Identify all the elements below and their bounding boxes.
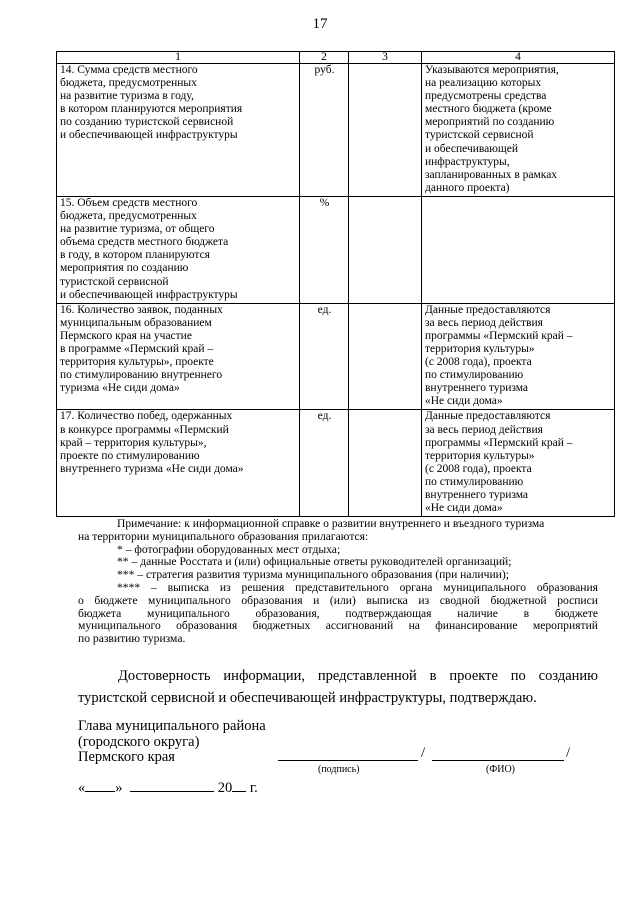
confirmation-line: Достоверность информации, представленной в проекте по созданию: [118, 668, 598, 684]
unit-cell: %: [300, 196, 349, 303]
cell-text-line: туристской сервисной: [60, 275, 169, 288]
table-row: [57, 303, 615, 410]
month-field[interactable]: [130, 778, 214, 792]
year-prefix: 20: [217, 780, 233, 796]
cell-text-line: бюджета, предусмотренных: [60, 210, 197, 223]
value-cell: [349, 64, 422, 197]
cell-text-line: территория культуры»: [425, 342, 535, 355]
cell-text-line: и обеспечивающей инфраструктуры: [60, 129, 238, 142]
value-cell: [349, 196, 422, 303]
confirmation-statement: [78, 665, 598, 709]
cell-text-line: за весь период действия: [425, 316, 543, 329]
cell-text-line: программы «Пермский край –: [425, 436, 573, 449]
full-name-field[interactable]: [432, 760, 564, 761]
cell-text-line: запланированных в рамках: [425, 168, 558, 181]
cell-text-line: по стимулированию: [425, 475, 524, 488]
date-row: [78, 778, 258, 797]
confirmation-line: туристской сервисной и обеспечивающей инфраструктуры, подтверждаю.: [78, 690, 537, 706]
day-field[interactable]: [85, 778, 115, 792]
note-item-budget-cont: муниципального образования бюджетных ассигнований на финансирование мероприятий: [78, 619, 598, 633]
cell-text-line: предусмотрены средства: [425, 90, 547, 103]
unit-cell: ед.: [300, 303, 349, 410]
indicator-cell: [57, 303, 300, 410]
signature-field[interactable]: [278, 760, 418, 761]
cell-text-line: по созданию туристской сервисной: [60, 116, 234, 129]
comment-cell: [422, 196, 615, 303]
notes-intro: Примечание: к информационной справке о развитии внутреннего и въездного туризма: [117, 517, 545, 530]
cell-text-line: по стимулированию внутреннего: [60, 369, 223, 382]
cell-text-line: край – территория культуры»,: [60, 436, 207, 449]
table-header-row: [57, 52, 615, 64]
cell-text-line: «Не сиди дома»: [425, 502, 503, 515]
cell-text-line: и обеспечивающей инфраструктуры: [60, 288, 238, 301]
note-item-strategy: *** – стратегия развития туризма муниципального образования (при наличии);: [117, 568, 509, 582]
signatory-line: (городского округа): [78, 733, 200, 750]
signatory-line: Пермского края: [78, 749, 175, 765]
cell-text-line: в программе «Пермский край –: [60, 342, 214, 355]
indicator-cell: [57, 64, 300, 197]
indicators-table: [56, 51, 615, 517]
cell-text-line: за весь период действия: [425, 423, 543, 436]
cell-text-line: инфраструктуры,: [425, 155, 510, 168]
cell-text-line: и обеспечивающей: [425, 142, 518, 155]
note-item-budget-cont: о бюджете муниципального образования и (или) выписка из сводной бюджетной росписи: [78, 593, 598, 607]
column-header: 1: [57, 52, 300, 64]
cell-text-line: данного проекта): [425, 181, 510, 194]
note-item-rosstat: ** – данные Росстата и (или) официальные ответы руководителей организаций;: [117, 555, 512, 569]
year-suffix: г.: [249, 780, 258, 796]
value-cell: [349, 303, 422, 410]
column-header: 3: [349, 52, 422, 64]
cell-text-line: в году, в котором планируются: [60, 249, 210, 262]
note-item-budget: **** – выписка из решения представительного органа муниципального образования: [117, 580, 598, 594]
cell-text-line: внутреннего туризма: [425, 489, 529, 501]
cell-text-line: проекте по стимулированию: [60, 449, 200, 462]
indicator-cell: [57, 196, 300, 303]
cell-text-line: в конкурсе программы «Пермский: [60, 423, 229, 436]
table-row: [57, 410, 615, 517]
separator-slash: /: [566, 745, 571, 761]
cell-text-line: 16. Количество заявок, поданных: [60, 303, 223, 316]
cell-text-line: Данные предоставляются: [425, 410, 551, 423]
unit-cell: руб.: [300, 64, 349, 197]
notes-block: [78, 518, 598, 646]
cell-text-line: туристской сервисной: [425, 129, 534, 142]
cell-text-line: на развитие туризма в году,: [60, 90, 194, 103]
cell-text-line: на развитие туризма, от общего: [60, 223, 215, 236]
comment-cell: [422, 410, 615, 517]
full-name-caption: (ФИО): [486, 764, 516, 775]
cell-text-line: «Не сиди дома»: [425, 395, 503, 408]
cell-text-line: 15. Объем средств местного: [60, 196, 198, 209]
date-close-quote: »: [115, 780, 123, 796]
cell-text-line: объема средств местного бюджета: [60, 236, 229, 249]
column-header: 4: [422, 52, 615, 64]
cell-text-line: внутреннего туризма «Не сиди дома»: [60, 462, 244, 475]
table-row: [57, 64, 615, 197]
cell-text-line: 17. Количество побед, одержанных: [60, 410, 233, 423]
cell-text-line: территория культуры», проекте: [60, 356, 214, 369]
cell-text-line: Пермского края на участие: [60, 329, 192, 342]
cell-text-line: территория культуры»: [425, 449, 535, 462]
cell-text-line: бюджета, предусмотренных: [60, 77, 197, 90]
table-row: [57, 196, 615, 303]
separator-slash: /: [421, 745, 426, 761]
year-field[interactable]: [232, 778, 246, 792]
cell-text-line: 14. Сумма средств местного: [60, 64, 198, 76]
cell-text-line: мероприятий по созданию: [425, 116, 555, 129]
date-open-quote: «: [78, 780, 86, 796]
unit-cell: ед.: [300, 410, 349, 517]
cell-text-line: местного бюджета (кроме: [425, 103, 552, 116]
cell-text-line: программы «Пермский край –: [425, 329, 573, 342]
cell-text-line: Указываются мероприятия,: [425, 64, 559, 76]
comment-cell: [422, 303, 615, 410]
comment-cell: [422, 64, 615, 197]
note-item-budget-cont: по развитию туризма.: [78, 632, 186, 646]
cell-text-line: муниципальным образованием: [60, 316, 212, 329]
cell-text-line: туризма «Не сиди дома»: [60, 382, 180, 395]
signature-caption: (подпись): [318, 764, 360, 775]
value-cell: [349, 410, 422, 517]
page-number: 17: [312, 16, 328, 32]
cell-text-line: в котором планируются мероприятия: [60, 103, 243, 116]
indicator-cell: [57, 410, 300, 517]
note-item-photos: * – фотографии оборудованных мест отдыха;: [117, 542, 341, 556]
cell-text-line: внутреннего туризма: [425, 382, 529, 395]
cell-text-line: по стимулированию: [425, 369, 524, 382]
cell-text-line: мероприятия по созданию: [60, 262, 189, 275]
signatory-line: Глава муниципального района: [78, 718, 266, 734]
cell-text-line: Данные предоставляются: [425, 303, 551, 316]
cell-text-line: на реализацию которых: [425, 77, 542, 90]
signatory-title: [78, 719, 266, 766]
cell-text-line: (с 2008 года), проекта: [425, 462, 532, 475]
notes-intro-cont: на территории муниципального образования прилагаются:: [78, 529, 369, 543]
column-header: 2: [300, 52, 349, 64]
note-item-budget-cont: бюджета муниципального образования, подтверждающая наличие в бюджете: [78, 606, 598, 620]
cell-text-line: (с 2008 года), проекта: [425, 356, 532, 369]
